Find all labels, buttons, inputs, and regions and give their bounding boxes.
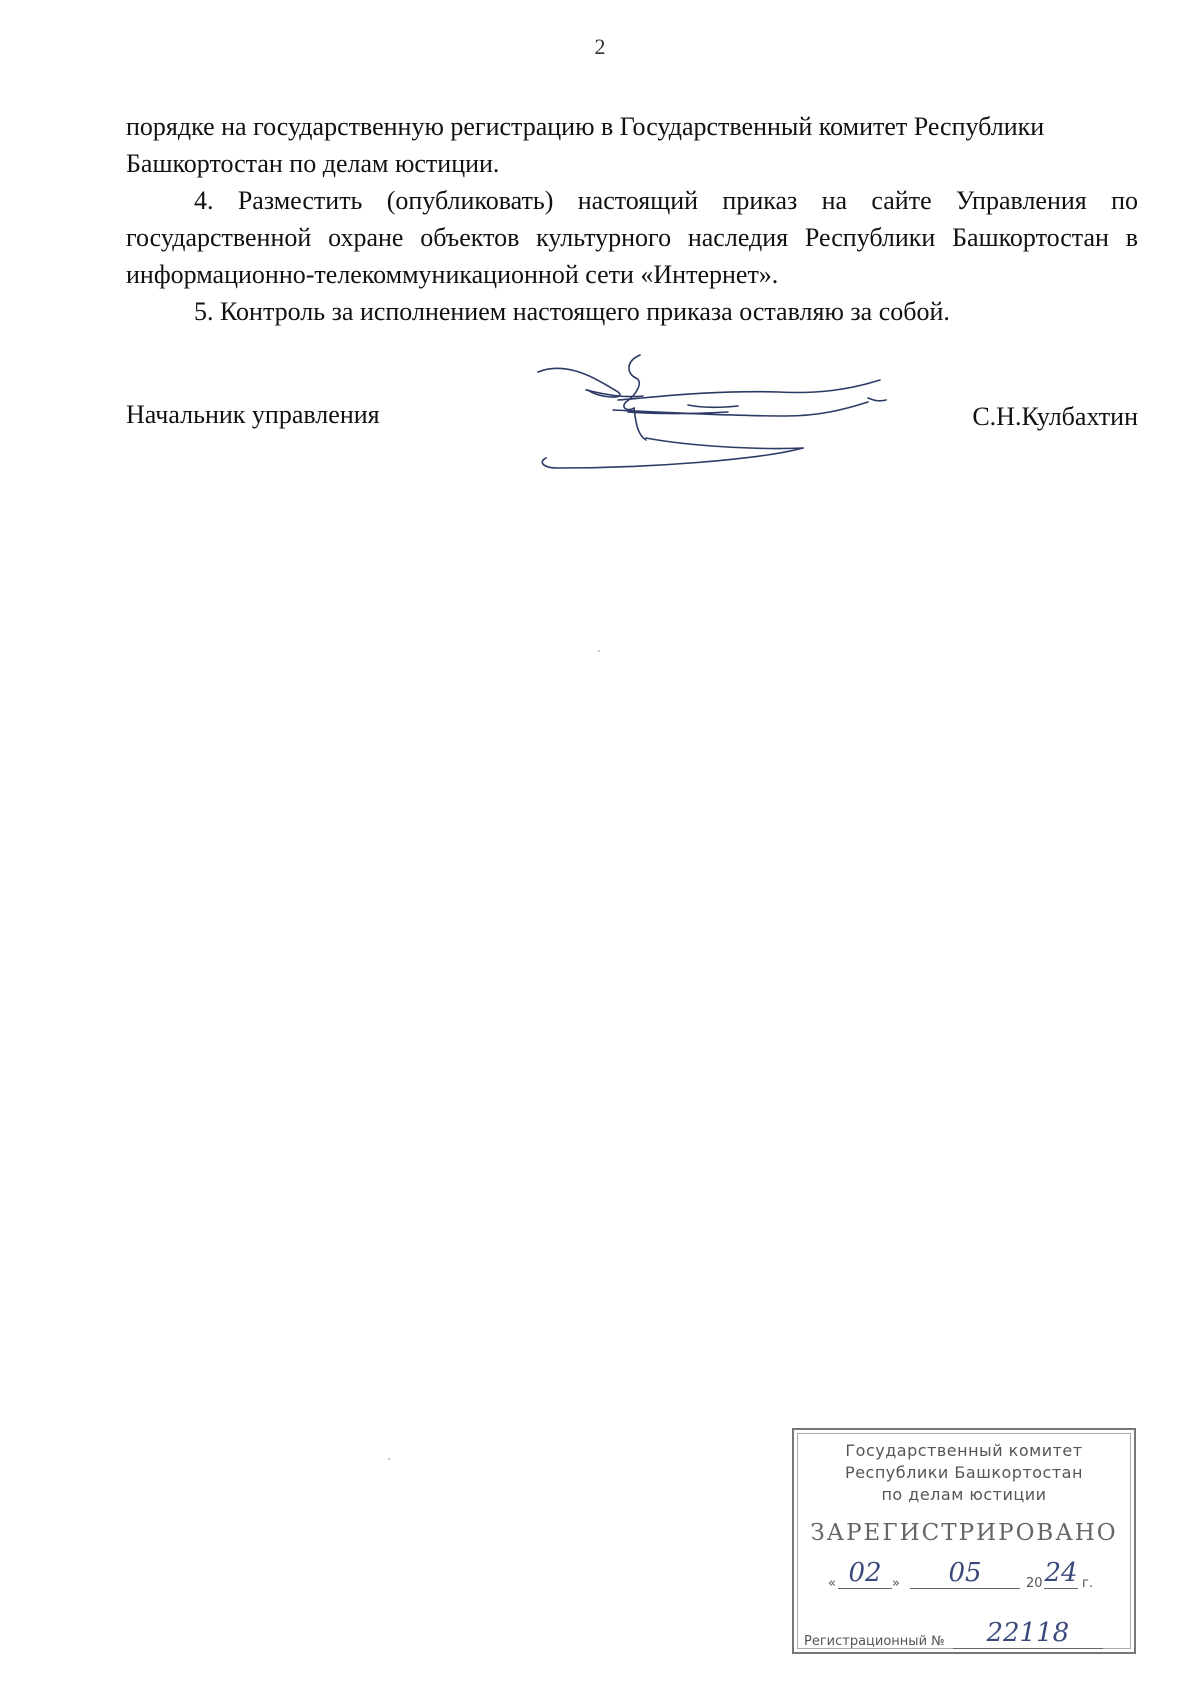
document-body xyxy=(126,108,1138,330)
signatory-name: С.Н.Кулбахтин xyxy=(972,402,1138,431)
stamp-year-prefix: 20 xyxy=(1026,1576,1043,1591)
page-number: 2 xyxy=(594,34,606,59)
stamp-day-field xyxy=(838,1558,892,1589)
registration-stamp xyxy=(792,1428,1136,1654)
stamp-reg-label: Регистрационный № xyxy=(804,1634,945,1649)
stamp-status: ЗАРЕГИСТРИРОВАНО xyxy=(810,1520,1118,1546)
stamp-quote-open: « xyxy=(828,1576,836,1591)
scan-speck xyxy=(598,650,600,652)
stamp-month-field xyxy=(910,1558,1020,1589)
stamp-quote-close: » xyxy=(892,1576,900,1591)
stamp-reg-number: 22118 xyxy=(986,1618,1070,1648)
stamp-day: 02 xyxy=(848,1558,882,1588)
paragraph-item-4: 4. Разместить (опубликовать) настоящий приказ на сайте Управления по государственной охране объектов культурного наследия Республики Башкортостан в информационно-телекоммуникационной сети «Интернет». xyxy=(126,186,1138,289)
stamp-registration-number-line xyxy=(804,1618,1103,1653)
stamp-organization xyxy=(794,1440,1134,1506)
stamp-year-field xyxy=(1044,1558,1078,1589)
handwritten-signature xyxy=(528,350,908,475)
stamp-year-suffix: 24 xyxy=(1044,1558,1078,1588)
stamp-year-mark: г. xyxy=(1082,1576,1093,1591)
paragraph-continuation: порядке на государственную регистрацию в Государственный комитет Республики Башкортостан по делам юстиции. xyxy=(126,112,1045,178)
scan-speck xyxy=(388,1458,390,1460)
stamp-org-line-2: Республики Башкортостан xyxy=(845,1463,1083,1482)
stamp-month: 05 xyxy=(948,1558,982,1588)
signatory-title: Начальник управления xyxy=(126,400,380,429)
stamp-reg-number-field xyxy=(953,1618,1103,1649)
stamp-org-line-1: Государственный комитет xyxy=(845,1441,1083,1460)
paragraph-item-5: 5. Контроль за исполнением настоящего приказа оставляю за собой. xyxy=(194,297,950,326)
stamp-org-line-3: по делам юстиции xyxy=(881,1485,1047,1504)
